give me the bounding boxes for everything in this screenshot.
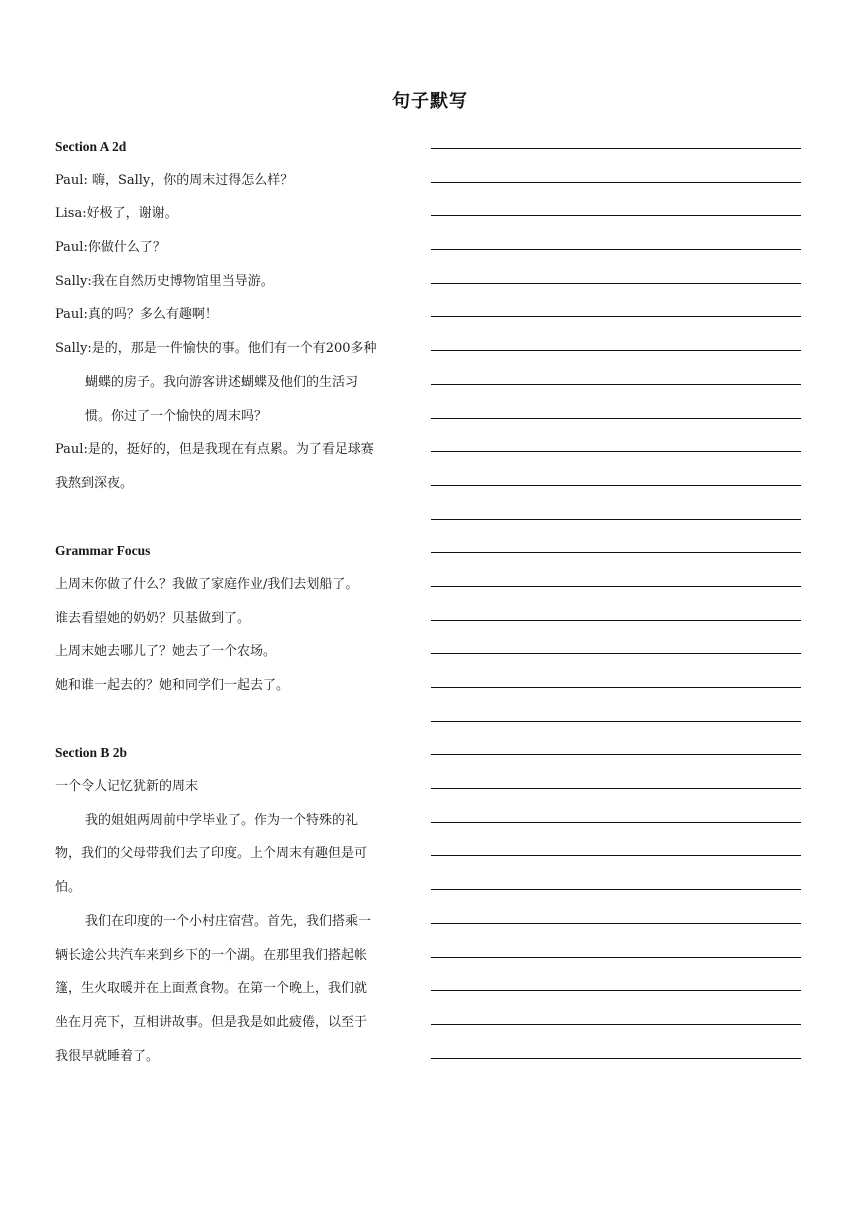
answer-blank-line[interactable]	[431, 621, 801, 655]
answer-blank-line[interactable]	[431, 419, 801, 453]
answer-blank-line[interactable]	[431, 924, 801, 958]
text-line: 一个令人记忆犹新的周末	[55, 779, 199, 795]
answer-blank-line[interactable]	[431, 149, 801, 183]
answer-blank-line[interactable]	[431, 823, 801, 857]
text-line: Sally:我在自然历史博物馆里当导游。	[55, 273, 274, 289]
section-heading-grammar-focus: Grammar Focus	[55, 543, 151, 559]
answer-blank-line[interactable]	[431, 1025, 801, 1059]
source-text-column	[55, 130, 425, 1073]
text-line: 怕。	[55, 880, 82, 896]
answer-blank-line[interactable]	[431, 317, 801, 351]
answer-blank-line[interactable]	[431, 486, 801, 520]
answer-blank-line[interactable]	[431, 722, 801, 756]
text-line: Paul:你做什么了？	[55, 240, 166, 256]
answer-blank-line[interactable]	[431, 250, 801, 284]
answer-blank-line[interactable]	[431, 755, 801, 789]
text-line: Lisa:好极了，谢谢。	[55, 206, 178, 222]
text-line: Paul: 嗨，Sally，你的周末过得怎么样？	[55, 172, 294, 188]
answer-blank-line[interactable]	[431, 216, 801, 250]
text-line: 我们在印度的一个小村庄宿营。首先，我们搭乘一	[85, 913, 372, 929]
answer-blank-line[interactable]	[431, 654, 801, 688]
answer-blank-line[interactable]	[431, 520, 801, 554]
answer-lines-column	[431, 130, 801, 1059]
answer-blank-line[interactable]	[431, 284, 801, 318]
empty-line	[55, 501, 425, 535]
text-line: 物，我们的父母带我们去了印度。上个周末有趣但是可	[55, 846, 368, 862]
answer-blank-line[interactable]	[431, 688, 801, 722]
text-line: 惯。你过了一个愉快的周末吗？	[85, 408, 268, 424]
answer-blank-line[interactable]	[431, 385, 801, 419]
text-line: 上周末她去哪儿了？她去了一个农场。	[55, 644, 277, 660]
text-line: 篷，生火取暖并在上面煮食物。在第一个晚上，我们就	[55, 981, 368, 997]
section-heading-b2b: Section B 2b	[55, 745, 128, 761]
text-line: 上周末你做了什么？我做了家庭作业/我们去划船了。	[55, 576, 359, 592]
page-title: 句子默写	[392, 91, 468, 112]
text-line: 蝴蝶的房子。我向游客讲述蝴蝶及他们的生活习	[85, 374, 359, 390]
text-line: 坐在月亮下，互相讲故事。但是我是如此疲倦，以至于	[55, 1014, 368, 1030]
section-heading-a2d: Section A 2d	[55, 139, 127, 154]
text-line: 谁去看望她的奶奶？贝基做到了。	[55, 610, 251, 626]
text-line: 我熬到深夜。	[55, 475, 134, 491]
text-line: 我的姐姐两周前中学毕业了。作为一个特殊的礼	[85, 812, 359, 828]
text-line: 她和谁一起去的？她和同学们一起去了。	[55, 678, 290, 693]
answer-blank-line[interactable]	[431, 587, 801, 621]
answer-blank-line[interactable]	[431, 789, 801, 823]
answer-blank-line[interactable]	[431, 890, 801, 924]
text-line: Paul:是的，挺好的，但是我现在有点累。为了看足球赛	[55, 442, 374, 458]
empty-line	[55, 703, 425, 737]
text-line: Sally:是的，那是一件愉快的事。他们有一个有200多种	[55, 341, 377, 357]
answer-blank-line[interactable]	[431, 553, 801, 587]
answer-blank-line[interactable]	[431, 991, 801, 1025]
answer-blank-line[interactable]	[431, 351, 801, 385]
answer-blank-line[interactable]	[431, 183, 801, 217]
answer-blank-line[interactable]	[431, 452, 801, 486]
text-line: 辆长途公共汽车来到乡下的一个湖。在那里我们搭起帐	[55, 947, 368, 963]
text-line: 我很早就睡着了。	[55, 1048, 160, 1064]
answer-blank-line[interactable]	[431, 856, 801, 890]
text-line: Paul:真的吗？多么有趣啊！	[55, 307, 218, 323]
answer-blank-line[interactable]	[431, 958, 801, 992]
answer-blank-line[interactable]	[431, 130, 801, 149]
